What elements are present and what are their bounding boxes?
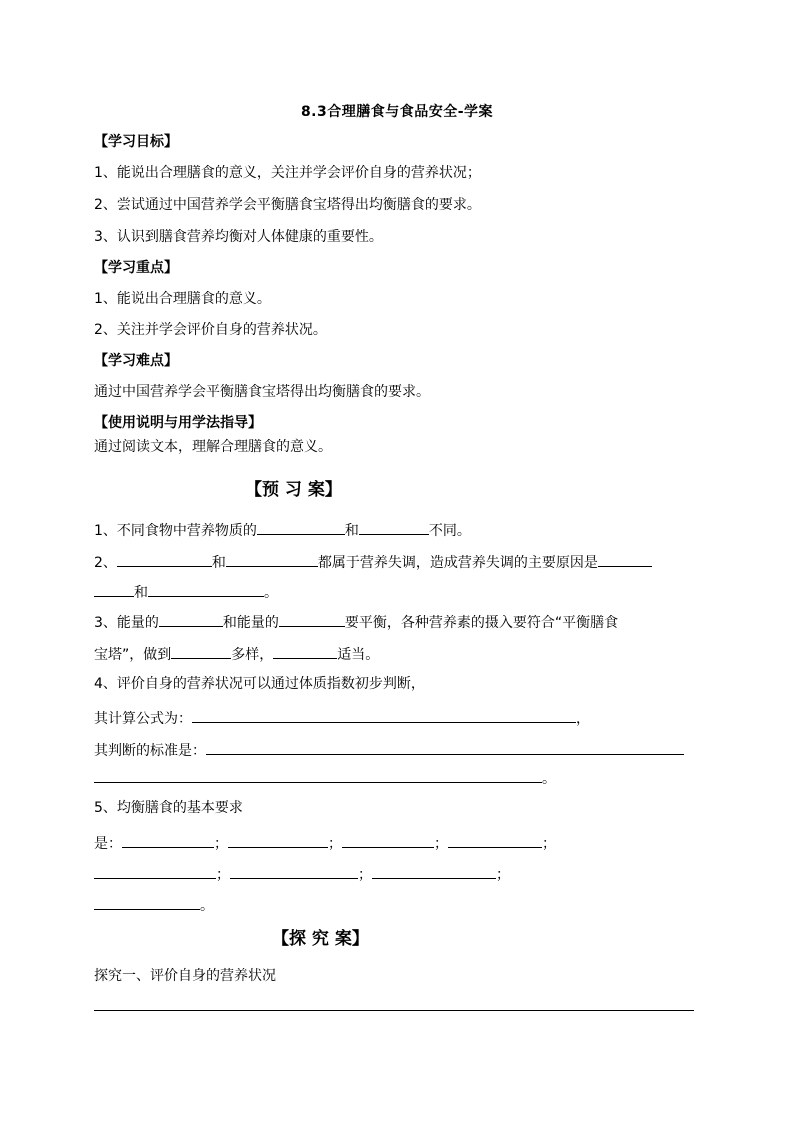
separator: ； xyxy=(434,836,448,852)
preview-question-5: 5、均衡膳食的基本要求 xyxy=(94,800,243,816)
separator: ； xyxy=(358,867,372,883)
q3-text-b: 和能量的 xyxy=(222,615,279,631)
q3-blank-2[interactable] xyxy=(279,610,345,627)
q2-text-d: 和 xyxy=(134,585,148,601)
preview-question-2 xyxy=(94,550,652,573)
separator: ； xyxy=(542,836,556,852)
requirement-blank-3[interactable] xyxy=(342,831,434,848)
requirement-blank-8[interactable] xyxy=(94,893,200,910)
criteria-blank[interactable] xyxy=(206,738,684,755)
q3-blank-4[interactable] xyxy=(273,642,337,659)
q1-blank-2[interactable] xyxy=(359,518,429,535)
preview-question-3 xyxy=(94,610,618,633)
q2-text-b: 和 xyxy=(211,555,226,571)
requirement-blank-2[interactable] xyxy=(228,831,328,848)
preview-question-4: 4、评价自身的营养状况可以通过体质指数初步判断， xyxy=(94,676,425,692)
criteria-line xyxy=(94,738,684,761)
q2-text-a: 2、 xyxy=(94,555,117,571)
q2-blank-3-cont[interactable] xyxy=(94,580,134,597)
explore-heading: 【探 究 案】 xyxy=(272,929,369,949)
requirement-blank-6[interactable] xyxy=(230,862,358,879)
q3-text-a: 3、能量的 xyxy=(94,615,159,631)
separator: ； xyxy=(328,836,342,852)
q3-blank-1[interactable] xyxy=(159,610,223,627)
requirement-blank-5[interactable] xyxy=(94,862,216,879)
preview-heading: 【预 习 案】 xyxy=(245,480,342,500)
criteria-line-cont xyxy=(94,766,556,789)
criteria-label: 其判断的标准是： xyxy=(94,743,206,759)
page-title: 8.3合理膳食与食品安全-学案 xyxy=(300,104,494,120)
preview-question-1 xyxy=(94,518,471,541)
requirements-line-1 xyxy=(94,831,556,854)
explore-answer-line[interactable] xyxy=(94,1010,694,1011)
q2-blank-2[interactable] xyxy=(226,550,318,567)
objective-item-3: 3、认识到膳食营养均衡对人体健康的重要性。 xyxy=(94,229,383,245)
q3-text-c: 要平衡，各种营养素的摄入要符合“平衡膳食 xyxy=(344,615,619,631)
formula-line xyxy=(94,706,590,729)
requirement-blank-7[interactable] xyxy=(372,862,496,879)
requirement-blank-4[interactable] xyxy=(448,831,542,848)
q3-text-d: 宝塔”，做到 xyxy=(94,647,172,663)
guide-text: 通过阅读文本，理解合理膳食的意义。 xyxy=(94,439,332,455)
requirements-line-3 xyxy=(94,893,214,916)
q1-text-c: 不同。 xyxy=(428,523,471,539)
objectives-heading: 【学习目标】 xyxy=(94,134,178,150)
difficulty-heading: 【学习难点】 xyxy=(94,353,178,369)
requirement-blank-1[interactable] xyxy=(122,831,214,848)
separator: ； xyxy=(214,836,228,852)
formula-end: ， xyxy=(576,711,590,727)
key-point-item-1: 1、能说出合理膳食的意义。 xyxy=(94,291,271,307)
preview-question-2-cont xyxy=(94,580,278,603)
guide-heading: 【使用说明与用学法指导】 xyxy=(94,415,262,431)
criteria-end: 。 xyxy=(542,771,556,787)
q2-blank-1[interactable] xyxy=(117,550,212,567)
formula-blank[interactable] xyxy=(192,706,576,723)
criteria-blank-cont[interactable] xyxy=(94,766,542,783)
difficulty-text: 通过中国营养学会平衡膳食宝塔得出均衡膳食的要求。 xyxy=(94,384,430,400)
q2-blank-3[interactable] xyxy=(598,550,652,567)
objective-item-1: 1、能说出合理膳食的意义，关注并学会评价自身的营养状况； xyxy=(94,165,481,181)
requirements-label: 是： xyxy=(94,836,122,852)
separator: ； xyxy=(496,867,510,883)
q3-text-e: 多样， xyxy=(231,647,274,663)
q1-blank-1[interactable] xyxy=(257,518,345,535)
separator: ； xyxy=(216,867,230,883)
q1-text-a: 1、不同食物中营养物质的 xyxy=(94,523,257,539)
q2-text-e: 。 xyxy=(264,585,278,601)
requirements-end: 。 xyxy=(200,898,214,914)
q1-text-b: 和 xyxy=(344,523,359,539)
q3-blank-3[interactable] xyxy=(171,642,231,659)
objective-item-2: 2、尝试通过中国营养学会平衡膳食宝塔得出均衡膳食的要求。 xyxy=(94,197,481,213)
q2-text-c: 都属于营养失调，造成营养失调的主要原因是 xyxy=(317,555,598,571)
q3-text-f: 适当。 xyxy=(337,647,380,663)
q2-blank-4[interactable] xyxy=(148,580,264,597)
formula-label: 其计算公式为： xyxy=(94,711,192,727)
key-point-item-2: 2、关注并学会评价自身的营养状况。 xyxy=(94,322,327,338)
key-points-heading: 【学习重点】 xyxy=(94,260,178,276)
preview-question-3-cont xyxy=(94,642,379,665)
explore-item-1: 探究一、评价自身的营养状况 xyxy=(94,968,276,984)
requirements-line-2 xyxy=(94,862,510,885)
